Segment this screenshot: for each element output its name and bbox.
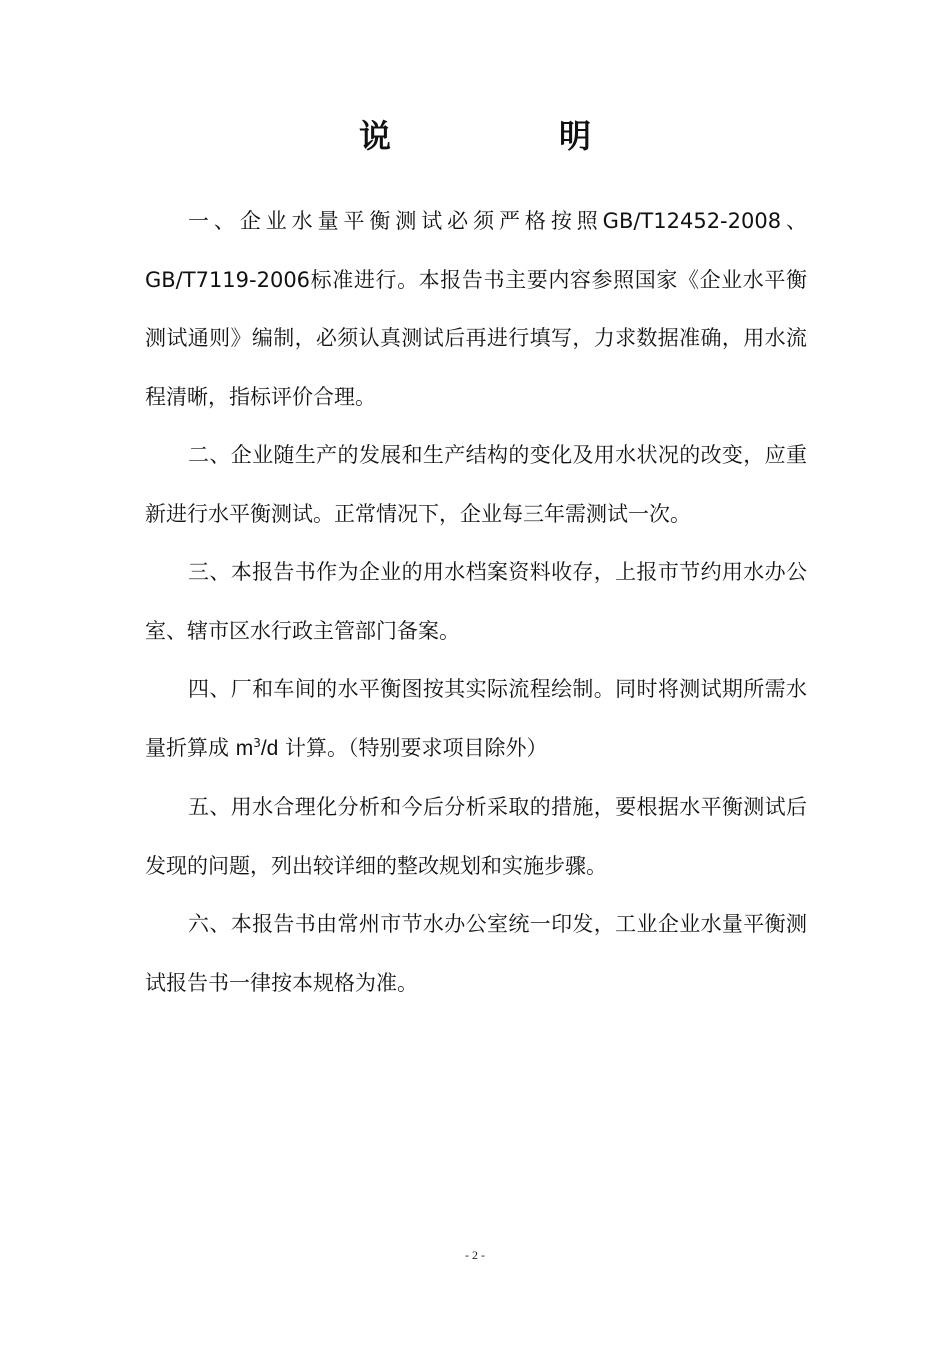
page-title: 说 明 <box>358 117 659 155</box>
paragraph-5: 五、用水合理化分析和今后分析采取的措施，要根据水平衡测试后发现的问题，列出较详细的整改规划和实施步骤。 <box>145 795 807 878</box>
paragraph-4-trail: 计算。（特别要求项目除外） <box>278 735 548 760</box>
paragraph-6: 六、本报告书由常州市节水办公室统一印发，工业企业水量平衡测试报告书一律按本规格为准。 <box>145 912 807 995</box>
paragraph-1: 一、企业水量平衡测试必须严格按照GB/T12452-2008、GB/T7119-2006标准进行。本报告书主要内容参照国家《企业水平衡测试通则》编制，必须认真测试后再进行填写，力求数据准确，用水流程清晰，指标评价合理。 <box>145 209 807 409</box>
paragraph-4-lead: 四、厂和车间的水平衡图按其实际流程绘制。同时将测试期所需水量折算成 <box>145 677 807 760</box>
unit-superscript: 3 <box>253 735 261 750</box>
paragraph-3: 三、本报告书作为企业的用水档案资料收存，上报市节约用水办公室、辖市区水行政主管部门备案。 <box>145 560 807 643</box>
unit-tail: /d <box>260 736 279 760</box>
unit-base: m <box>235 736 254 760</box>
document-body <box>145 192 807 1012</box>
page-number: - 2 - <box>465 1248 485 1262</box>
paragraph-4 <box>145 660 807 778</box>
paragraph-2: 二、企业随生产的发展和生产结构的变化及用水状况的改变，应重新进行水平衡测试。正常情况下，企业每三年需测试一次。 <box>145 443 807 526</box>
